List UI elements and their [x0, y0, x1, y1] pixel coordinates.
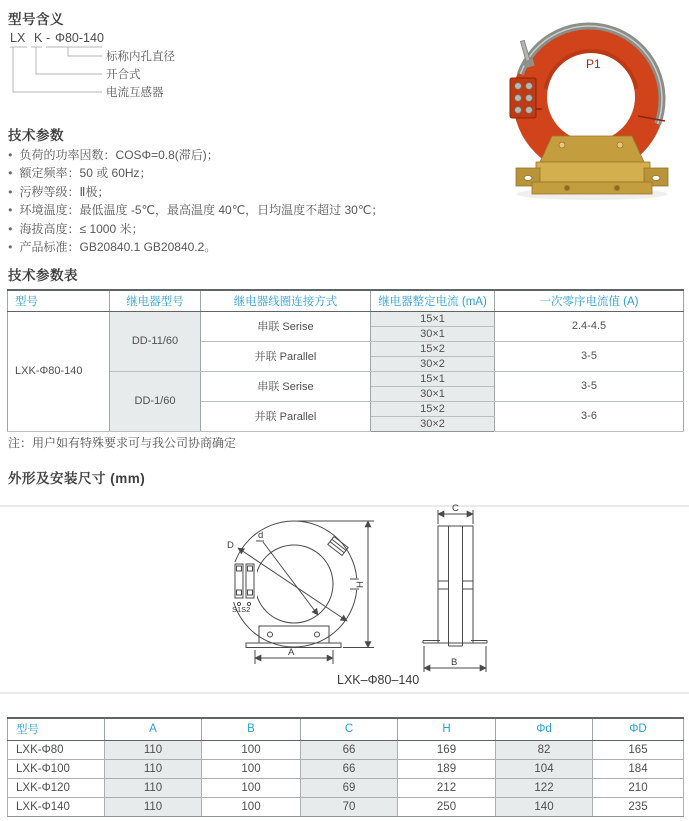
- cell-mode: 串联 Serise: [201, 311, 371, 341]
- param-item: ● 负荷的功率因数：COSΦ=0.8(滞后)；: [8, 146, 528, 164]
- cell-current: 30×1: [371, 326, 495, 341]
- dim-cell: 212: [398, 778, 496, 797]
- dim-cell: 69: [301, 778, 398, 797]
- param-item: ● 海拔高度：≤ 1000 米；: [8, 220, 528, 238]
- code-part-lx: LX: [10, 31, 26, 45]
- code-part-size: Φ80-140: [55, 31, 104, 45]
- tech-params-list: [8, 146, 528, 256]
- dim-header-phi-D: ΦD: [593, 718, 684, 740]
- cell-relay: DD-1/60: [110, 371, 201, 431]
- section-title-outline: 外形及安装尺寸 (mm): [8, 471, 146, 486]
- dim-header-B: B: [202, 718, 301, 740]
- cell-primary: 3-5: [495, 341, 684, 371]
- dim-label-B: B: [451, 657, 458, 668]
- dim-cell: 140: [496, 797, 593, 816]
- spec-header-row: [8, 290, 684, 311]
- cell-current: 15×2: [371, 341, 495, 356]
- cell-current: 15×1: [371, 311, 495, 326]
- dim-header-H: H: [398, 718, 496, 740]
- dim-row: [8, 740, 684, 759]
- dim-cell: 210: [593, 778, 684, 797]
- spec-header-primary-current: 一次零序电流值 (A): [495, 290, 684, 311]
- dim-header-model: 型号: [8, 718, 105, 740]
- dim-label-d: d: [258, 530, 264, 541]
- dim-cell: 235: [593, 797, 684, 816]
- spec-table-note: 注：用户如有特殊要求可与我公司协商确定: [8, 436, 237, 450]
- dim-label-H: H: [355, 581, 366, 588]
- dim-header-phi-d: Φd: [496, 718, 593, 740]
- cell-relay: DD-11/60: [110, 311, 201, 371]
- cell-current: 15×2: [371, 401, 495, 416]
- p1-marking: P1: [586, 57, 601, 71]
- cell-mode: 并联 Parallel: [201, 341, 371, 371]
- legend-label-bore: 标称内孔直径: [106, 51, 175, 63]
- dim-cell: 100: [202, 797, 301, 816]
- side-view: [423, 510, 487, 672]
- dim-header-row: [8, 718, 684, 740]
- dim-cell: LXK-Φ120: [8, 778, 105, 797]
- dim-label-C: C: [452, 503, 459, 514]
- cell-primary: 3-5: [495, 371, 684, 401]
- cell-current: 30×2: [371, 356, 495, 371]
- dim-cell: 184: [593, 759, 684, 778]
- cell-mode: 串联 Serise: [201, 371, 371, 401]
- dim-cell: 110: [105, 759, 202, 778]
- param-item: ● 污秽等级：Ⅱ极；: [8, 183, 528, 201]
- section-title-model-meaning: 型号含义: [8, 12, 64, 27]
- legend-label-transformer: 电流互感器: [106, 87, 164, 99]
- dim-cell: LXK-Φ80: [8, 740, 105, 759]
- cell-mode: 并联 Parallel: [201, 401, 371, 431]
- dim-cell: 104: [496, 759, 593, 778]
- dim-label-A: A: [288, 647, 295, 658]
- dim-cell: 122: [496, 778, 593, 797]
- dim-cell: LXK-Φ140: [8, 797, 105, 816]
- spec-row: [8, 311, 684, 326]
- dim-cell: 82: [496, 740, 593, 759]
- dimensions-table: [7, 717, 684, 817]
- spec-header-setting-current: 继电器整定电流 (mA): [371, 290, 495, 311]
- legend-connector-lines: [10, 47, 102, 92]
- dim-header-C: C: [301, 718, 398, 740]
- cell-primary: 3-6: [495, 401, 684, 431]
- dim-cell: 110: [105, 778, 202, 797]
- section-title-tech-params: 技术参数: [8, 128, 64, 143]
- code-part-k: K: [34, 31, 43, 45]
- cell-primary: 2.4-4.5: [495, 311, 684, 341]
- dim-cell: 189: [398, 759, 496, 778]
- dim-row: [8, 759, 684, 778]
- dim-cell: 100: [202, 778, 301, 797]
- dim-cell: 66: [301, 740, 398, 759]
- cell-current: 15×1: [371, 371, 495, 386]
- dim-cell: LXK-Φ100: [8, 759, 105, 778]
- cell-model: LXK-Φ80-140: [8, 311, 110, 431]
- dim-cell: 66: [301, 759, 398, 778]
- model-code-diagram: [10, 30, 330, 108]
- dim-row: [8, 797, 684, 816]
- section-title-spec-table: 技术参数表: [8, 268, 78, 283]
- dim-label-D: D: [227, 540, 234, 551]
- drawing-caption: LXK–Φ80–140: [337, 673, 420, 687]
- dim-cell: 110: [105, 740, 202, 759]
- spec-header-connection: 继电器线圈连接方式: [201, 290, 371, 311]
- dim-cell: 110: [105, 797, 202, 816]
- dim-row: [8, 778, 684, 797]
- dim-header-A: A: [105, 718, 202, 740]
- cell-current: 30×2: [371, 416, 495, 431]
- terminal-block: [510, 78, 536, 118]
- legend-label-split-type: 开合式: [106, 69, 141, 81]
- dim-cell: 100: [202, 759, 301, 778]
- param-item: ● 额定频率：50 或 60Hz；: [8, 164, 528, 182]
- cell-current: 30×1: [371, 386, 495, 401]
- dim-cell: 165: [593, 740, 684, 759]
- code-part-dash: -: [46, 31, 51, 45]
- param-item: ● 产品标准：GB20840.1 GB20840.2。: [8, 238, 528, 256]
- dim-cell: 169: [398, 740, 496, 759]
- dim-cell: 100: [202, 740, 301, 759]
- spec-row: [8, 371, 684, 386]
- terminal-labels: S1S2: [232, 605, 251, 614]
- spec-header-relay: 继电器型号: [110, 290, 201, 311]
- dim-cell: 250: [398, 797, 496, 816]
- param-item: ● 环境温度：最低温度 -5℃，最高温度 40℃，日均温度不超过 30℃；: [8, 201, 528, 219]
- dim-cell: 70: [301, 797, 398, 816]
- spec-header-model: 型号: [8, 290, 110, 311]
- outline-drawing: [0, 500, 689, 700]
- spec-table: [7, 289, 684, 432]
- front-view: [229, 521, 374, 664]
